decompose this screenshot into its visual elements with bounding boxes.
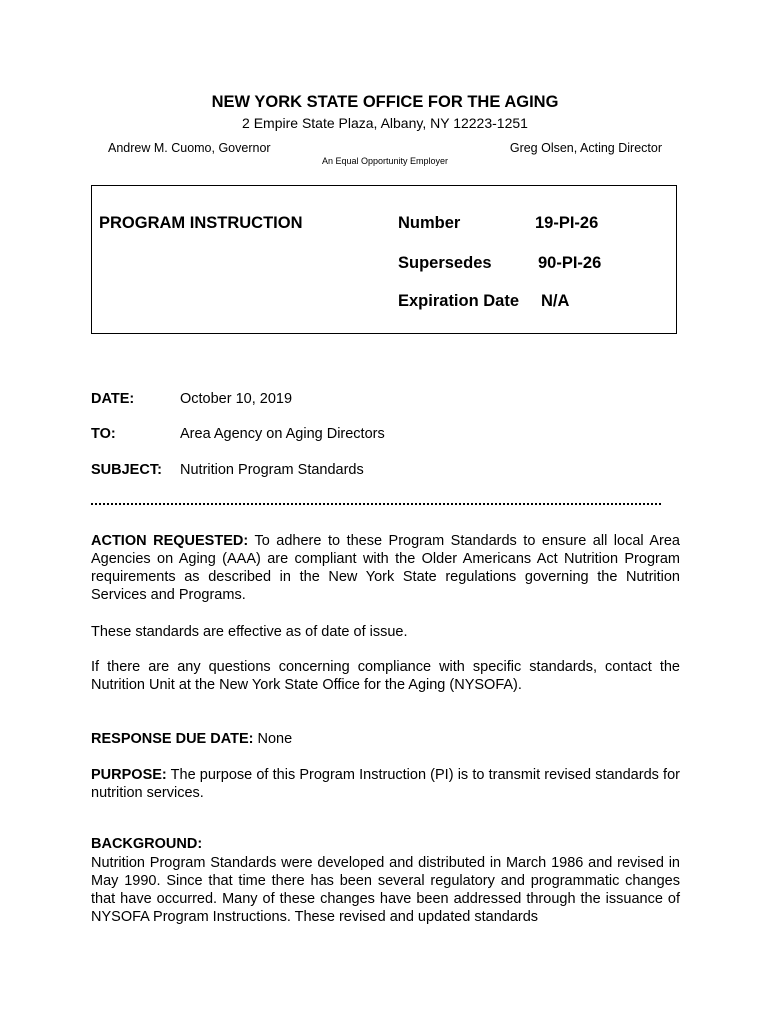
organization-address: 2 Empire State Plaza, Albany, NY 12223-1251: [242, 115, 528, 131]
action-requested-text: To adhere to these Program Standards to ensure all local Area Agencies on Aging (AAA) are compliant with the Older Americans Act Nutrition Program requirements as described in the New York State regulations governing the Nutrition Services and Programs.: [91, 533, 680, 603]
director-name: Greg Olsen, Acting Director: [509, 141, 662, 155]
questions-text: If there are any questions concerning compliance with specific standards, contact the Nutrition Unit at the New York State Office for the Aging (NYSOFA).: [91, 659, 680, 693]
equal-opportunity-note: An Equal Opportunity Employer: [321, 156, 449, 166]
to-value: Area Agency on Aging Directors: [180, 426, 385, 442]
program-instruction-title: PROGRAM INSTRUCTION: [99, 214, 303, 232]
action-requested-paragraph: [91, 532, 680, 604]
purpose-text: The purpose of this Program Instruction (PI) is to transmit revised standards for nutrition services.: [91, 767, 680, 801]
response-due-paragraph: [91, 730, 680, 748]
to-label: TO:: [91, 426, 116, 442]
questions-paragraph: [91, 658, 680, 694]
subject-value: Nutrition Program Standards: [180, 462, 364, 478]
background-text: Nutrition Program Standards were developed and distributed in March 1986 and revised in May 1990. Since that time there has been several regulatory and programmatic changes that have occurred. Many of these changes have been addressed through the issuance of NYSOFA Program Instructions. These revised and updated standards: [91, 855, 680, 925]
organization-name: NEW YORK STATE OFFICE FOR THE AGING: [211, 93, 559, 111]
number-value: 19-PI-26: [535, 214, 599, 232]
subject-label: SUBJECT:: [91, 462, 162, 478]
program-instruction-box: [91, 185, 677, 334]
background-heading: BACKGROUND:: [91, 836, 203, 852]
supersedes-value: 90-PI-26: [538, 254, 602, 272]
expiration-date-value: N/A: [541, 292, 570, 310]
expiration-date-label: Expiration Date: [398, 292, 520, 310]
background-paragraph: [91, 854, 680, 926]
dotted-divider: [91, 503, 661, 505]
effective-paragraph: [91, 623, 680, 641]
response-due-value: None: [257, 731, 293, 747]
date-value: October 10, 2019: [180, 391, 293, 407]
date-label: DATE:: [91, 391, 135, 407]
number-label: Number: [398, 214, 461, 232]
action-requested-label: ACTION REQUESTED:: [91, 533, 249, 549]
supersedes-label: Supersedes: [398, 254, 492, 272]
purpose-label: PURPOSE:: [91, 767, 167, 783]
purpose-paragraph: [91, 766, 680, 802]
response-due-label: RESPONSE DUE DATE:: [91, 731, 254, 747]
governor-name: Andrew M. Cuomo, Governor: [108, 141, 271, 155]
effective-text: These standards are effective as of date of issue.: [91, 624, 408, 640]
